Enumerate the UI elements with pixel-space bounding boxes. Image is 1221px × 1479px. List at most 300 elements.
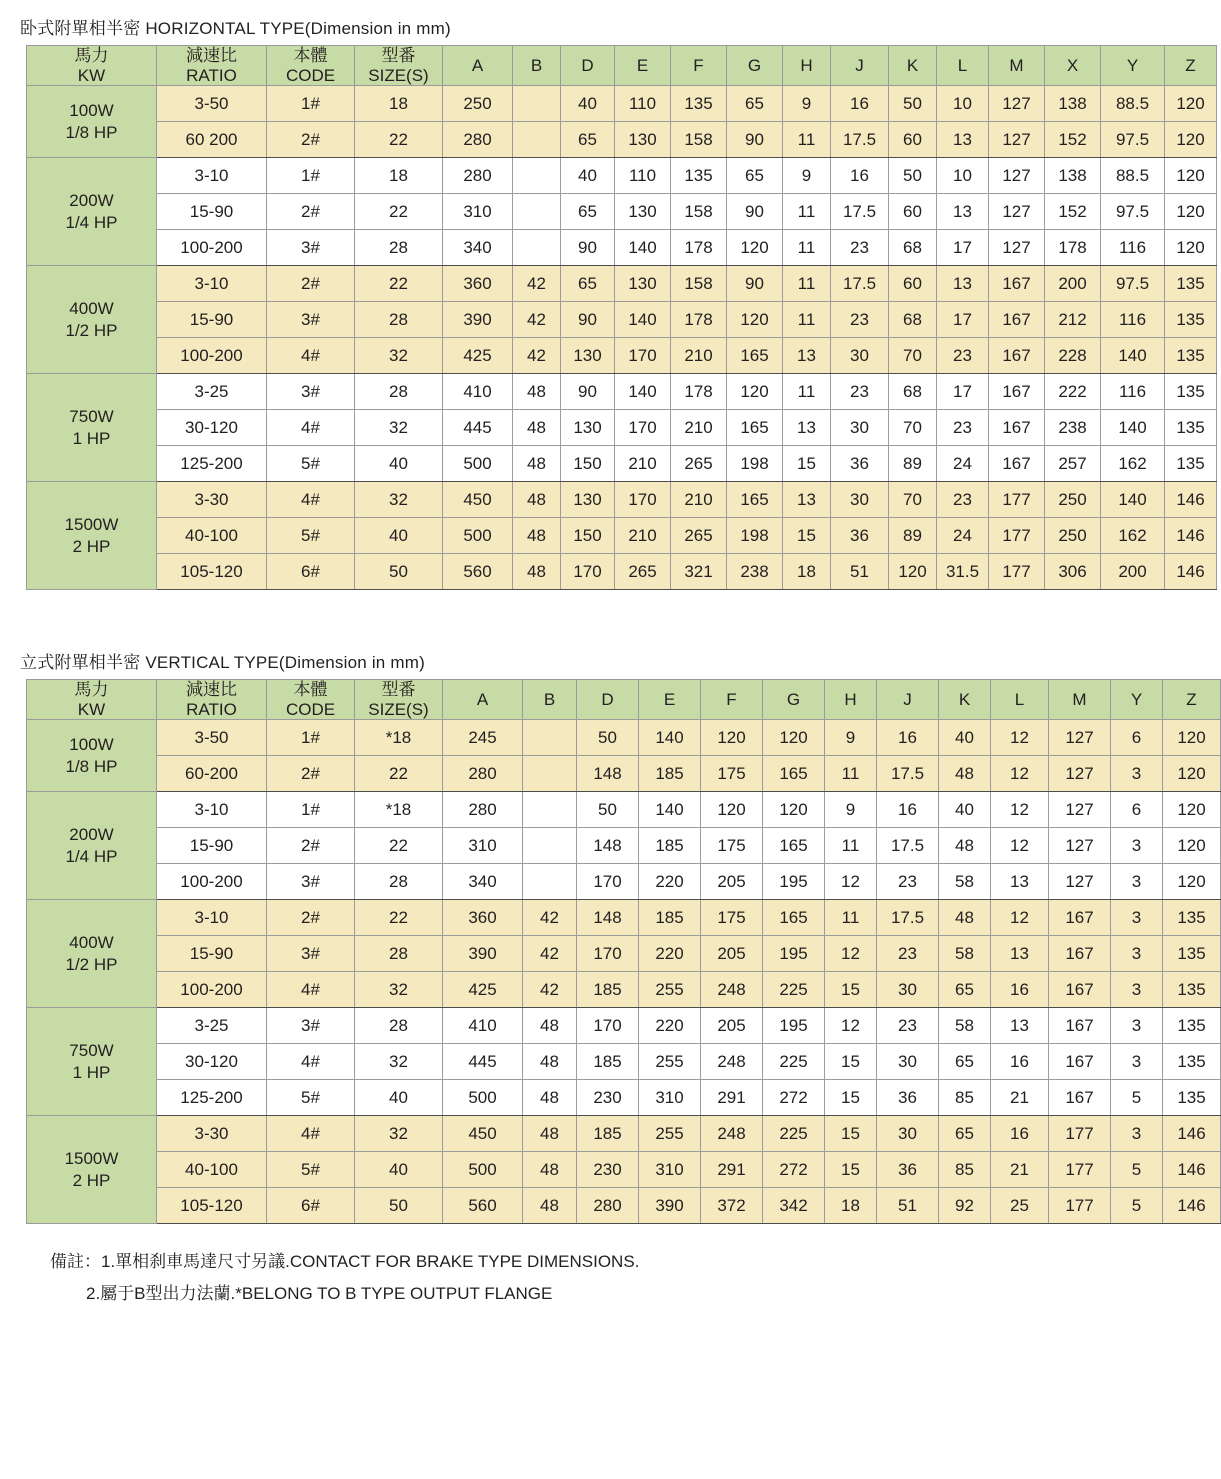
table-cell: 23 xyxy=(877,936,939,972)
table-cell: 120 xyxy=(1165,194,1217,230)
table-cell: 42 xyxy=(523,936,577,972)
table-cell: 2# xyxy=(267,194,355,230)
table-cell: 272 xyxy=(763,1080,825,1116)
table-cell: 127 xyxy=(1049,864,1111,900)
table-row xyxy=(27,1080,1221,1116)
table-cell: 250 xyxy=(1045,482,1101,518)
table-cell: 280 xyxy=(443,756,523,792)
table-cell: 340 xyxy=(443,864,523,900)
table-cell: 167 xyxy=(989,446,1045,482)
column-header-line2: CODE xyxy=(285,699,336,719)
table-cell: 16 xyxy=(877,720,939,756)
table-cell: 1# xyxy=(267,86,355,122)
table-row xyxy=(27,410,1217,446)
table-cell: 220 xyxy=(639,936,701,972)
table-cell: 65 xyxy=(561,122,615,158)
table-cell: 5 xyxy=(1111,1080,1163,1116)
table-cell: 5# xyxy=(267,518,355,554)
table-cell xyxy=(523,864,577,900)
table-cell: 100-200 xyxy=(157,864,267,900)
table-cell: 15-90 xyxy=(157,828,267,864)
table-cell: 165 xyxy=(727,482,783,518)
column-header xyxy=(989,46,1045,86)
table-cell: 60 xyxy=(889,122,937,158)
table-cell xyxy=(523,792,577,828)
table-cell: 11 xyxy=(825,756,877,792)
table-cell: 177 xyxy=(989,554,1045,590)
table-cell: 165 xyxy=(727,338,783,374)
table-cell: 12 xyxy=(991,792,1049,828)
table-cell: 11 xyxy=(783,266,831,302)
table-row xyxy=(27,1116,1221,1152)
table-cell: 32 xyxy=(355,1044,443,1080)
column-header-line2: RATIO xyxy=(186,699,237,719)
table-cell: 85 xyxy=(939,1080,991,1116)
table-cell: 140 xyxy=(1101,410,1165,446)
table-cell: 3-10 xyxy=(157,158,267,194)
table-cell: 425 xyxy=(443,972,523,1008)
table-cell: 500 xyxy=(443,446,513,482)
table-cell: 48 xyxy=(513,410,561,446)
column-header xyxy=(443,680,523,720)
table-cell: 13 xyxy=(783,482,831,518)
table-cell: 167 xyxy=(1049,1008,1111,1044)
table-cell: 120 xyxy=(701,720,763,756)
table-cell: 3# xyxy=(267,230,355,266)
table-cell: 11 xyxy=(783,122,831,158)
table-row xyxy=(27,720,1221,756)
table-cell: 12 xyxy=(991,828,1049,864)
table-cell: 28 xyxy=(355,230,443,266)
table-cell: 60 200 xyxy=(157,122,267,158)
table-cell: 36 xyxy=(831,518,889,554)
table-cell: 127 xyxy=(1049,828,1111,864)
table-cell: 167 xyxy=(1049,972,1111,1008)
table-cell: 11 xyxy=(783,230,831,266)
table-cell: 195 xyxy=(763,936,825,972)
power-rating-cell: 1500W 2 HP xyxy=(27,1116,157,1224)
table-cell: 12 xyxy=(825,1008,877,1044)
table-cell: 165 xyxy=(727,410,783,446)
table-cell: 500 xyxy=(443,518,513,554)
table-cell: 48 xyxy=(513,518,561,554)
table-cell: 23 xyxy=(831,302,889,338)
table-cell: 5# xyxy=(267,1152,355,1188)
table-cell: 152 xyxy=(1045,122,1101,158)
table-cell: 120 xyxy=(763,792,825,828)
column-header xyxy=(1163,680,1221,720)
column-header xyxy=(825,680,877,720)
table-cell: 13 xyxy=(783,410,831,446)
table-cell: 13 xyxy=(937,266,989,302)
table-cell: 30 xyxy=(831,410,889,446)
table-cell: 17 xyxy=(937,374,989,410)
table-cell: 135 xyxy=(1163,1008,1221,1044)
table-cell: 220 xyxy=(639,1008,701,1044)
table-cell xyxy=(513,230,561,266)
table-cell: 185 xyxy=(577,1116,639,1152)
vertical-table-block xyxy=(16,648,1206,1224)
table-cell: 3 xyxy=(1111,1008,1163,1044)
table-cell: 255 xyxy=(639,972,701,1008)
table-cell: 3 xyxy=(1111,1116,1163,1152)
table-cell: 2# xyxy=(267,900,355,936)
table-cell: 245 xyxy=(443,720,523,756)
table-cell: 140 xyxy=(639,792,701,828)
table-cell: 31.5 xyxy=(937,554,989,590)
table-cell: 210 xyxy=(671,482,727,518)
table-cell: 280 xyxy=(443,158,513,194)
table-cell: 178 xyxy=(671,230,727,266)
table-cell: 97.5 xyxy=(1101,194,1165,230)
table-cell: 150 xyxy=(561,518,615,554)
table-cell: 3# xyxy=(267,302,355,338)
column-header xyxy=(27,46,157,86)
table-row xyxy=(27,230,1217,266)
table-cell: 210 xyxy=(615,518,671,554)
column-header-line1: 本體 xyxy=(293,680,328,700)
table-cell: 48 xyxy=(513,374,561,410)
table-cell: 205 xyxy=(701,1008,763,1044)
table-cell: 220 xyxy=(639,864,701,900)
table-cell: 9 xyxy=(783,86,831,122)
column-header-line1: D xyxy=(601,689,614,709)
table-cell: 42 xyxy=(513,266,561,302)
table-cell: 40-100 xyxy=(157,518,267,554)
table-cell: 120 xyxy=(727,374,783,410)
table-cell: 127 xyxy=(1049,720,1111,756)
table-cell: 195 xyxy=(763,864,825,900)
power-rating-cell: 750W 1 HP xyxy=(27,374,157,482)
table-cell: 135 xyxy=(1165,410,1217,446)
column-header xyxy=(561,46,615,86)
table-cell: 68 xyxy=(889,302,937,338)
column-header-line1: 型番 xyxy=(381,46,416,65)
table-cell: 310 xyxy=(443,194,513,230)
table-cell: 6# xyxy=(267,1188,355,1224)
table-cell: 140 xyxy=(615,374,671,410)
table-cell: 25 xyxy=(991,1188,1049,1224)
table-cell: 18 xyxy=(783,554,831,590)
table-cell: 146 xyxy=(1163,1188,1221,1224)
table-cell: 97.5 xyxy=(1101,122,1165,158)
column-header xyxy=(763,680,825,720)
table-cell: 5# xyxy=(267,1080,355,1116)
table-cell: 88.5 xyxy=(1101,86,1165,122)
column-header xyxy=(1101,46,1165,86)
table-cell: 158 xyxy=(671,122,727,158)
table-cell: 13 xyxy=(991,864,1049,900)
table-cell: 170 xyxy=(615,338,671,374)
table-cell: 360 xyxy=(443,900,523,936)
table-cell: 167 xyxy=(1049,900,1111,936)
column-header xyxy=(615,46,671,86)
table-cell: 205 xyxy=(701,936,763,972)
column-header-line1: Z xyxy=(1185,55,1196,75)
table-cell: 135 xyxy=(1165,302,1217,338)
table-cell: 68 xyxy=(889,230,937,266)
table-cell: 90 xyxy=(561,302,615,338)
table-cell: 3 xyxy=(1111,1044,1163,1080)
table-cell: 48 xyxy=(523,1152,577,1188)
table-cell: 30-120 xyxy=(157,1044,267,1080)
table-cell: 48 xyxy=(939,828,991,864)
table-cell: 248 xyxy=(701,972,763,1008)
table-cell: 390 xyxy=(443,936,523,972)
table-cell: 15 xyxy=(825,1080,877,1116)
table-cell: 167 xyxy=(989,410,1045,446)
column-header-line1: M xyxy=(1072,689,1087,709)
table-cell: 120 xyxy=(889,554,937,590)
table-cell: 16 xyxy=(831,86,889,122)
table-cell: 40 xyxy=(561,86,615,122)
table-cell: 9 xyxy=(783,158,831,194)
table-cell: 120 xyxy=(763,720,825,756)
column-header-line1: Y xyxy=(1126,55,1139,75)
table-cell: 11 xyxy=(825,900,877,936)
column-header xyxy=(1045,46,1101,86)
power-rating-cell: 750W 1 HP xyxy=(27,1008,157,1116)
table-cell: 21 xyxy=(991,1152,1049,1188)
table-cell: 177 xyxy=(989,482,1045,518)
table-cell: 15 xyxy=(783,446,831,482)
column-header xyxy=(877,680,939,720)
table-cell: 167 xyxy=(989,302,1045,338)
table-cell: 248 xyxy=(701,1116,763,1152)
table-cell: 4# xyxy=(267,410,355,446)
table-cell: 120 xyxy=(727,230,783,266)
horizontal-table-block xyxy=(16,14,1205,590)
table-cell: 16 xyxy=(877,792,939,828)
table-cell: 21 xyxy=(991,1080,1049,1116)
table-cell: 5# xyxy=(267,446,355,482)
table-cell: 2# xyxy=(267,122,355,158)
table-cell: 48 xyxy=(523,1188,577,1224)
table-cell: 3 xyxy=(1111,756,1163,792)
table-cell: 22 xyxy=(355,756,443,792)
table-row xyxy=(27,302,1217,338)
table-cell: 15-90 xyxy=(157,302,267,338)
table-cell: 310 xyxy=(443,828,523,864)
table-cell: 3-50 xyxy=(157,720,267,756)
table-cell: 50 xyxy=(355,554,443,590)
table-cell: 11 xyxy=(783,302,831,338)
table-cell: 178 xyxy=(1045,230,1101,266)
table-cell: 13 xyxy=(991,936,1049,972)
table-cell: 5 xyxy=(1111,1188,1163,1224)
table-cell: 146 xyxy=(1165,518,1217,554)
table-cell: 225 xyxy=(763,972,825,1008)
table-cell: 48 xyxy=(513,446,561,482)
table-cell: 272 xyxy=(763,1152,825,1188)
table-cell: 135 xyxy=(1163,1044,1221,1080)
table-cell: 167 xyxy=(989,374,1045,410)
table-cell: 28 xyxy=(355,302,443,338)
table-cell: 17 xyxy=(937,230,989,266)
column-header xyxy=(355,46,443,86)
power-rating-cell: 200W 1/4 HP xyxy=(27,158,157,266)
table-cell: 12 xyxy=(825,936,877,972)
column-header-line1: G xyxy=(786,689,801,709)
table-cell: 120 xyxy=(1163,720,1221,756)
table-cell: 105-120 xyxy=(157,554,267,590)
table-cell: 51 xyxy=(877,1188,939,1224)
table-row xyxy=(27,554,1217,590)
table-cell: 40 xyxy=(939,720,991,756)
column-header-line1: X xyxy=(1066,55,1079,75)
column-header xyxy=(1049,680,1111,720)
column-header-line1: L xyxy=(1014,689,1025,709)
table-cell: 146 xyxy=(1165,554,1217,590)
table-cell: 177 xyxy=(989,518,1045,554)
table-cell: 13 xyxy=(991,1008,1049,1044)
table-cell: 291 xyxy=(701,1152,763,1188)
table-cell: 560 xyxy=(443,554,513,590)
table-cell: 17.5 xyxy=(831,194,889,230)
table-cell: 2# xyxy=(267,828,355,864)
column-header xyxy=(831,46,889,86)
table-cell: 167 xyxy=(989,338,1045,374)
table-cell: 222 xyxy=(1045,374,1101,410)
table-cell: 148 xyxy=(577,756,639,792)
table-cell: 445 xyxy=(443,410,513,446)
table-cell: 500 xyxy=(443,1152,523,1188)
table-cell: 48 xyxy=(523,1116,577,1152)
table-cell: 127 xyxy=(989,194,1045,230)
table-cell: 32 xyxy=(355,410,443,446)
table-cell: 342 xyxy=(763,1188,825,1224)
table-row xyxy=(27,756,1221,792)
table-cell: 22 xyxy=(355,900,443,936)
table-cell: 4# xyxy=(267,1044,355,1080)
table-cell: 212 xyxy=(1045,302,1101,338)
table-cell: 500 xyxy=(443,1080,523,1116)
table-cell: 42 xyxy=(513,338,561,374)
table-row xyxy=(27,972,1221,1008)
table-cell: 127 xyxy=(989,230,1045,266)
table-cell: 60 xyxy=(889,194,937,230)
table-cell: 238 xyxy=(727,554,783,590)
table-cell: 148 xyxy=(577,900,639,936)
table-cell: 36 xyxy=(877,1152,939,1188)
power-rating-cell: 100W 1/8 HP xyxy=(27,720,157,792)
column-header-line1: F xyxy=(693,55,704,75)
table-cell: 48 xyxy=(939,900,991,936)
table-cell: 65 xyxy=(727,86,783,122)
table-cell: 210 xyxy=(671,338,727,374)
table-cell: 65 xyxy=(939,972,991,1008)
table-cell: 170 xyxy=(615,482,671,518)
table-cell: 105-120 xyxy=(157,1188,267,1224)
table-cell: 127 xyxy=(1049,792,1111,828)
table-cell: 13 xyxy=(937,194,989,230)
table-cell: 15 xyxy=(825,972,877,1008)
table-row xyxy=(27,374,1217,410)
table-cell: 92 xyxy=(939,1188,991,1224)
table-cell: 185 xyxy=(577,1044,639,1080)
table-cell: 30 xyxy=(877,1116,939,1152)
table-cell: 230 xyxy=(577,1152,639,1188)
table-cell: 165 xyxy=(763,900,825,936)
column-header-line1: D xyxy=(581,55,594,75)
table-row xyxy=(27,518,1217,554)
table-cell: 3 xyxy=(1111,936,1163,972)
table-cell: 138 xyxy=(1045,86,1101,122)
column-header-line2: SIZE(S) xyxy=(368,65,429,85)
table-cell: 22 xyxy=(355,194,443,230)
table-cell: 18 xyxy=(825,1188,877,1224)
table-cell xyxy=(523,720,577,756)
table-spacer xyxy=(16,590,1100,644)
table-cell: 425 xyxy=(443,338,513,374)
table-cell: 42 xyxy=(523,900,577,936)
column-header xyxy=(889,46,937,86)
note-line-2: 2.屬于B型出力法蘭.*BELONG TO B TYPE OUTPUT FLANGE xyxy=(86,1284,553,1304)
table-cell: 1# xyxy=(267,158,355,194)
table-cell: 10 xyxy=(937,86,989,122)
table-cell: 152 xyxy=(1045,194,1101,230)
table-cell: 17.5 xyxy=(831,122,889,158)
table-cell: 2# xyxy=(267,266,355,302)
table-cell: 90 xyxy=(727,194,783,230)
column-header-line1: 減速比 xyxy=(186,680,237,700)
table-row xyxy=(27,900,1221,936)
table-cell xyxy=(513,122,561,158)
table-cell: *18 xyxy=(355,720,443,756)
table-cell: 130 xyxy=(561,410,615,446)
table-cell: 125-200 xyxy=(157,1080,267,1116)
table-cell: 280 xyxy=(577,1188,639,1224)
table-cell: 170 xyxy=(577,1008,639,1044)
table-cell: 120 xyxy=(727,302,783,338)
column-header-line1: 本體 xyxy=(293,46,328,65)
table-cell: 4# xyxy=(267,482,355,518)
column-header-line1: M xyxy=(1009,55,1024,75)
table-cell: 158 xyxy=(671,194,727,230)
table-cell: 255 xyxy=(639,1044,701,1080)
table-cell: 127 xyxy=(989,86,1045,122)
table-cell: 15-90 xyxy=(157,936,267,972)
table-cell: 32 xyxy=(355,338,443,374)
table-cell: 257 xyxy=(1045,446,1101,482)
table-cell: 30 xyxy=(831,338,889,374)
table-cell: 178 xyxy=(671,302,727,338)
table-cell xyxy=(513,158,561,194)
table-cell: 120 xyxy=(1165,158,1217,194)
table-cell: 135 xyxy=(1165,374,1217,410)
table-cell: 410 xyxy=(443,374,513,410)
table-cell: 250 xyxy=(1045,518,1101,554)
table-cell: 13 xyxy=(937,122,989,158)
table-cell: 205 xyxy=(701,864,763,900)
table-cell: 90 xyxy=(727,266,783,302)
table-cell: 23 xyxy=(877,864,939,900)
table-cell: 130 xyxy=(561,482,615,518)
table-cell: 135 xyxy=(1165,266,1217,302)
table-cell: *18 xyxy=(355,792,443,828)
table-row xyxy=(27,1188,1221,1224)
table-cell: 177 xyxy=(1049,1152,1111,1188)
table-cell: 22 xyxy=(355,122,443,158)
table-cell: 3-10 xyxy=(157,900,267,936)
column-header xyxy=(523,680,577,720)
table-cell: 28 xyxy=(355,1008,443,1044)
table-cell: 178 xyxy=(671,374,727,410)
table-cell: 70 xyxy=(889,482,937,518)
column-header-line2: CODE xyxy=(285,65,336,85)
table-header-row xyxy=(27,680,1221,720)
table-cell: 17.5 xyxy=(877,900,939,936)
